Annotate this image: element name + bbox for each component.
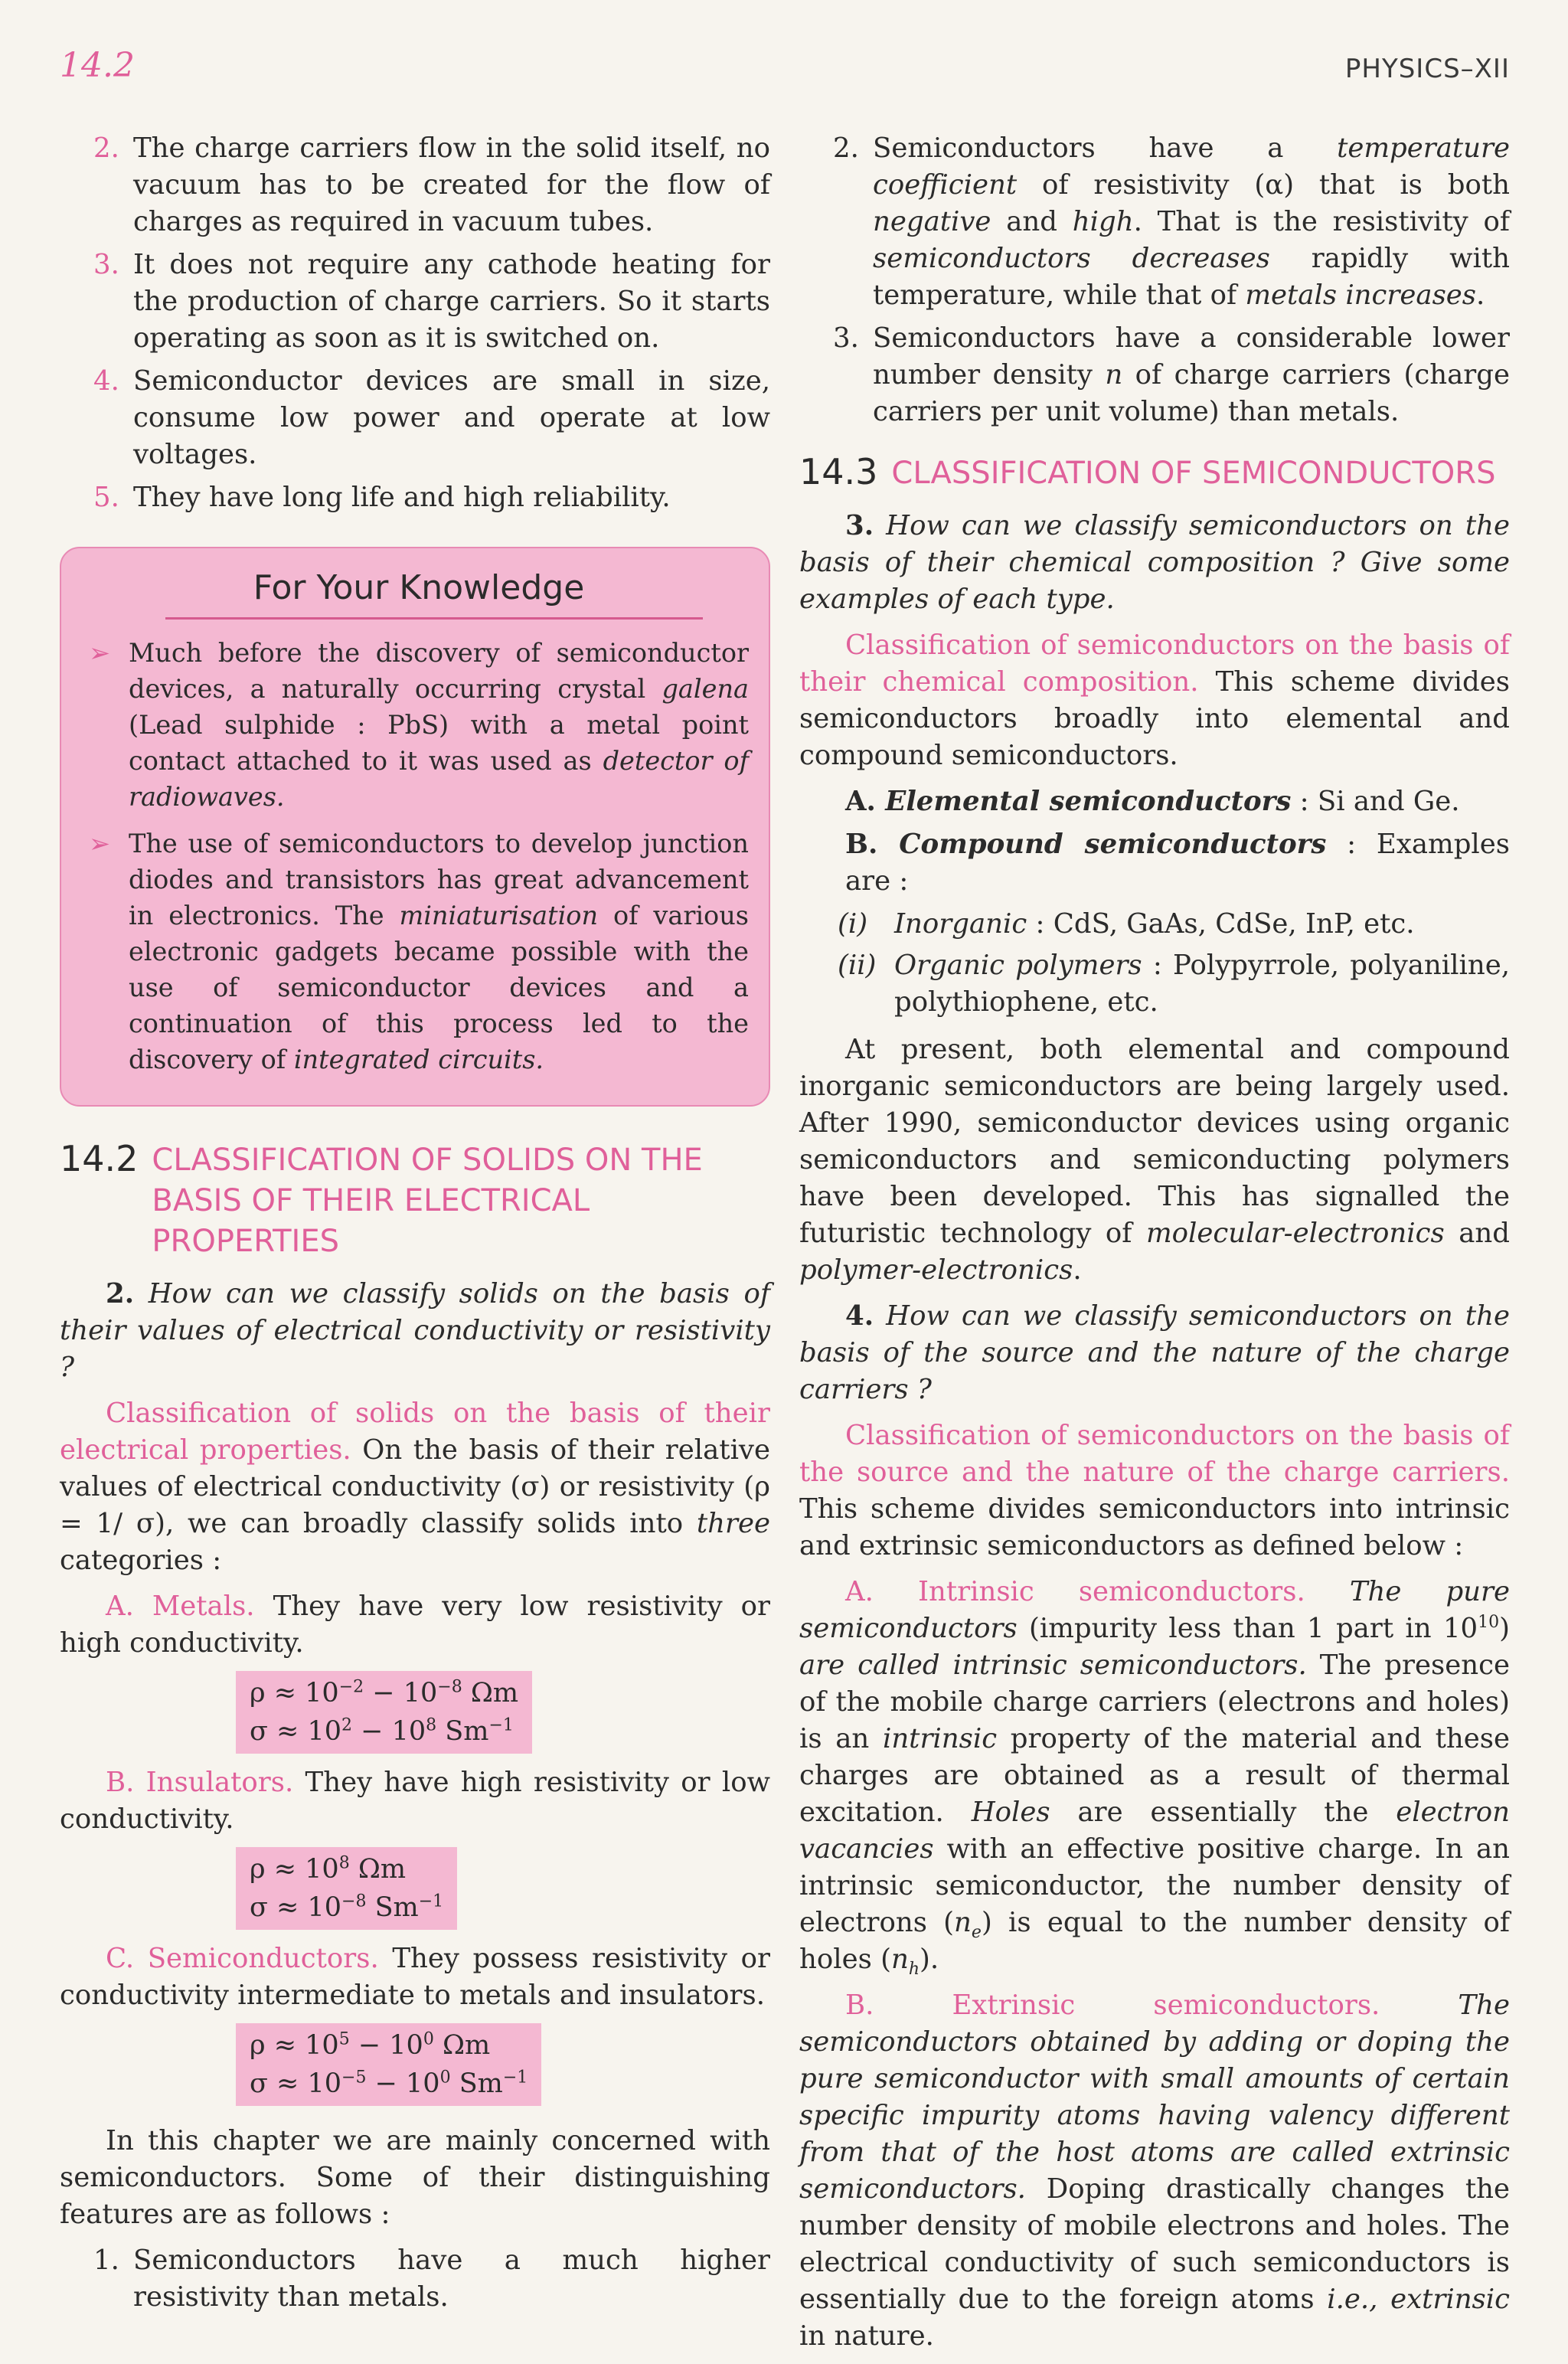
insulators-paragraph	[60, 1764, 770, 1838]
question-text: How can we classify solids on the basis of their values of electrical conductivity or resistivity ?	[60, 1278, 770, 1383]
formula-text: − 10	[364, 1678, 438, 1708]
formula-exp: −5	[341, 2068, 367, 2088]
formula-box	[236, 2023, 541, 2106]
category-heading: A. Metals.	[106, 1591, 255, 1622]
answer-emphasis: three	[696, 1508, 770, 1539]
emphasis: n	[1105, 359, 1123, 391]
emphasis: temperature coefficient	[873, 132, 1510, 201]
item-label: A.	[845, 786, 886, 817]
knowledge-item	[89, 635, 749, 815]
list-number: 2.	[93, 132, 119, 164]
organic-item	[838, 947, 1510, 1021]
symbol: n	[954, 1907, 972, 1938]
list-number: 5.	[93, 482, 119, 513]
subscript: h	[908, 1960, 920, 1980]
insulators-formula	[236, 1847, 770, 1930]
list-item	[60, 130, 770, 240]
text: ) is equal to the number density of holes (	[799, 1907, 1510, 1975]
answer-text: On the basis of their relative values of electrical conductivity (σ) or resistivity (ρ = 1/ σ), we can broadly classify solids into	[60, 1434, 770, 1539]
list-text: It does not require any cathode heating for the production of charge carriers. So it starts operating as soon as it is switched on.	[133, 249, 770, 354]
emphasis: negative	[873, 206, 991, 237]
answer-heading: Classification of semiconductors on the basis of the source and the nature of the charge carriers.	[799, 1420, 1510, 1488]
question-text: How can we classify semiconductors on the basis of the source and the nature of the charge carriers ?	[799, 1300, 1510, 1405]
item-heading: Organic polymers	[894, 950, 1142, 981]
list-number: 2.	[833, 132, 859, 164]
arrow-bullet-icon: ➢	[89, 829, 111, 858]
text: rapidly with temperature, while that of	[873, 243, 1510, 311]
formula-unit: Ωm	[462, 1678, 519, 1708]
feature-item	[799, 130, 1510, 314]
emphasis: intrinsic	[882, 1723, 998, 1754]
knowledge-term: miniaturisation	[399, 901, 599, 930]
text: of charge carriers (charge carriers per unit volume) than metals.	[873, 359, 1510, 427]
emphasis: metals increases	[1245, 280, 1477, 311]
text: with an effective positive charge. In an intrinsic semiconductor, the number density of electrons (	[799, 1833, 1510, 1938]
knowledge-item	[89, 826, 749, 1077]
knowledge-text: (Lead sulphide : PbS) with a metal point contact attached to it was used as	[129, 710, 749, 776]
section-heading-14-3	[799, 453, 1510, 494]
formula-text: − 10	[366, 2068, 440, 2099]
answer-paragraph	[60, 1395, 770, 1579]
elemental-item	[845, 783, 1510, 820]
text: At present, both elemental and compound inorganic semiconductors are being largely used. After 1990, semiconductor devices using organic semiconductors and semiconducting polymers have been developed. This has signalled the futuristic technology of	[799, 1034, 1510, 1249]
knowledge-box	[60, 547, 770, 1107]
formula-text: − 10	[349, 2030, 423, 2061]
answer-paragraph	[799, 627, 1510, 774]
answer-text: This scheme divides semiconductors broadly into elemental and compound semiconductors.	[799, 666, 1510, 771]
answer-heading: Classification of solids on the basis of their electrical properties.	[60, 1398, 770, 1466]
advantages-list	[60, 130, 770, 516]
formula-text: ρ ≈ 10	[250, 2030, 339, 2061]
semiconductors-formula	[236, 2023, 770, 2106]
intrinsic-paragraph	[799, 1574, 1510, 1978]
formula-exp: −8	[437, 1677, 462, 1697]
formula-unit: Sm	[436, 1716, 489, 1747]
text: . That is the resistivity of	[1133, 206, 1510, 237]
item-text: : Polypyrrole, polyaniline, polythiophene, etc.	[894, 950, 1510, 1018]
knowledge-term: galena	[662, 674, 749, 704]
knowledge-box-title: For Your Knowledge	[253, 568, 585, 607]
list-text: Semiconductors have a much higher resistivity than metals.	[133, 2245, 770, 2313]
emphasis: i.e., extrinsic	[1327, 2284, 1511, 2315]
section-heading-14-2	[60, 1140, 770, 1262]
question-4	[799, 1298, 1510, 1408]
text: .	[1476, 280, 1485, 311]
emphasis: molecular-electronics	[1145, 1218, 1445, 1249]
list-item	[60, 247, 770, 357]
answer-heading: Classification of semiconductors on the basis of their chemical composition.	[799, 629, 1510, 698]
formula-exp: −1	[488, 1715, 514, 1735]
text: of resistivity (α) that is both	[1017, 169, 1510, 201]
list-text	[873, 320, 1510, 430]
list-number: 4.	[93, 365, 119, 397]
list-text: Semiconductor devices are small in size, consume low power and operate at low voltages.	[133, 365, 770, 470]
section-title: CLASSIFICATION OF SEMICONDUCTORS	[891, 456, 1496, 491]
list-text: The charge carriers flow in the solid itself, no vacuum has to be created for the flow of charges as required in vacuum tubes.	[133, 132, 770, 237]
category-text: They have very low resistivity or high conductivity.	[60, 1591, 770, 1659]
compound-item	[845, 826, 1510, 900]
text: property of the material and these charges are obtained as a result of thermal excitation.	[799, 1723, 1510, 1828]
formula-text: − 10	[352, 1716, 426, 1747]
formula-unit: Ωm	[349, 1854, 407, 1885]
item-text: : Examples are :	[845, 829, 1510, 897]
exponent: 10	[1478, 1613, 1500, 1633]
question-2	[60, 1276, 770, 1386]
formula-exp: 2	[341, 1715, 353, 1735]
metals-paragraph	[60, 1588, 770, 1662]
section-number: 14.3	[799, 451, 878, 492]
item-heading: Compound semiconductors	[899, 829, 1327, 860]
answer-paragraph	[799, 1417, 1510, 1565]
item-text: : Si and Ge.	[1291, 786, 1460, 817]
list-item	[60, 363, 770, 473]
section-title: CLASSIFICATION OF SOLIDS ON THE BASIS OF THEIR ELECTRICAL PROPERTIES	[152, 1143, 703, 1259]
formula-exp: 8	[338, 1853, 350, 1873]
text: Doping drastically changes the number density of mobile electrons and holes. The electrical conductivity of such semiconductors is essentially due to the foreign atoms	[799, 2173, 1510, 2315]
knowledge-text: The use of semiconductors to develop junction diodes and transistors has great advancement in electronics. The	[129, 829, 749, 930]
list-text	[873, 130, 1510, 314]
item-text: : CdS, GaAs, CdSe, InP, etc.	[1027, 908, 1415, 940]
category-text: They have high resistivity or low conductivity.	[60, 1767, 770, 1835]
item-heading: Inorganic	[894, 908, 1027, 940]
formula-exp: −1	[418, 1892, 444, 1911]
formula-text: ρ ≈ 10	[250, 1678, 339, 1708]
text: and	[991, 206, 1073, 237]
formula-box	[236, 1847, 457, 1930]
left-column	[60, 130, 770, 2322]
answer-text: This scheme divides semiconductors into intrinsic and extrinsic semiconductors as defined below :	[799, 1493, 1510, 1561]
answer-text: categories :	[60, 1545, 222, 1576]
list-number: 1.	[93, 2245, 119, 2276]
list-item	[60, 479, 770, 516]
list-text: They have long life and high reliability.	[133, 482, 671, 513]
text: (impurity less than 1 part in 10	[1017, 1613, 1478, 1644]
formula-exp: −2	[338, 1677, 364, 1697]
formula-exp: 0	[423, 2029, 434, 2049]
text: Semiconductors have a considerable lower number density	[873, 322, 1510, 391]
knowledge-text: of various electronic gadgets became possible with the use of semiconductor devices and a continuation of this process led to the discovery of	[129, 901, 749, 1074]
emphasis: The pure semiconductors	[799, 1576, 1511, 1644]
formula-exp: −1	[502, 2068, 528, 2088]
question-text: How can we classify semiconductors on the basis of their chemical composition ? Give some examples of each type.	[799, 510, 1510, 615]
right-column	[799, 130, 1510, 2364]
text: .	[1073, 1254, 1082, 1286]
semiconductors-paragraph	[60, 1941, 770, 2014]
emphasis: polymer-electronics	[799, 1254, 1073, 1286]
formula-unit: Sm	[366, 1892, 419, 1923]
feature-item	[60, 2242, 770, 2316]
list-number: 3.	[833, 322, 859, 354]
emphasis: are called intrinsic semiconductors.	[799, 1650, 1307, 1681]
question-number: 4.	[845, 1300, 874, 1332]
concern-paragraph: In this chapter we are mainly concerned with semiconductors. Some of their distinguishing features are as follows :	[60, 2125, 770, 2230]
formula-exp: 5	[338, 2029, 350, 2049]
list-number: 3.	[93, 249, 119, 280]
formula-exp: −8	[341, 1892, 367, 1911]
section-number: 14.2	[60, 1138, 139, 1179]
formula-exp: 8	[426, 1715, 437, 1735]
text: )	[1499, 1613, 1510, 1644]
metals-formula	[236, 1671, 770, 1754]
item-number: (ii)	[838, 950, 877, 981]
category-heading: B. Insulators.	[106, 1767, 294, 1798]
emphasis: The semiconductors obtained by adding or doping the pure semiconductor with small amounts of certain specific impurity atoms having valency different from that of the host atoms are called extrinsic semiconductors.	[799, 1990, 1510, 2205]
text: Semiconductors have a	[873, 132, 1338, 164]
category-text: They possess resistivity or conductivity intermediate to metals and insulators.	[60, 1943, 771, 2011]
formula-unit: Sm	[450, 2068, 503, 2099]
definition-heading: A. Intrinsic semiconductors.	[845, 1576, 1305, 1607]
knowledge-term: integrated circuits.	[293, 1045, 544, 1074]
text: and	[1444, 1218, 1510, 1249]
arrow-bullet-icon: ➢	[89, 638, 111, 668]
formula-text: σ ≈ 10	[250, 2068, 342, 2099]
subscript: e	[971, 1923, 982, 1943]
text: in nature.	[799, 2320, 934, 2352]
emphasis: Holes	[971, 1797, 1050, 1828]
text: ).	[920, 1944, 939, 1975]
category-heading: C. Semiconductors.	[106, 1943, 379, 1974]
symbol: n	[890, 1944, 909, 1975]
emphasis: electron vacancies	[799, 1797, 1510, 1865]
emphasis: high	[1072, 206, 1134, 237]
present-paragraph	[799, 1032, 1510, 1289]
item-heading: Elemental semiconductors	[885, 786, 1292, 817]
book-title: PHYSICS–XII	[1344, 54, 1510, 84]
emphasis: semiconductors decreases	[873, 243, 1270, 274]
question-number: 3.	[845, 510, 874, 541]
extrinsic-paragraph	[799, 1987, 1510, 2355]
question-3	[799, 508, 1510, 618]
title-divider	[165, 617, 703, 620]
formula-unit: Ωm	[433, 2030, 491, 2061]
feature-item	[799, 320, 1510, 430]
text: The presence of the mobile charge carriers (electrons and holes) is an	[799, 1650, 1510, 1754]
page-number: 14.2	[60, 46, 135, 85]
knowledge-text: Much before the discovery of semiconductor devices, a naturally occurring crystal	[129, 638, 749, 704]
formula-text: σ ≈ 10	[250, 1716, 342, 1747]
definition-heading: B. Extrinsic semiconductors.	[845, 1990, 1380, 2021]
item-number: (i)	[838, 908, 868, 940]
formula-text: ρ ≈ 10	[250, 1854, 339, 1885]
formula-box	[236, 1671, 532, 1754]
formula-exp: 0	[439, 2068, 451, 2088]
text: are essentially the	[1050, 1797, 1396, 1828]
knowledge-term: detector of radiowaves.	[129, 746, 749, 812]
item-label: B.	[845, 829, 900, 860]
question-number: 2.	[106, 1278, 135, 1310]
formula-text: σ ≈ 10	[250, 1892, 342, 1923]
inorganic-item	[838, 906, 1510, 943]
